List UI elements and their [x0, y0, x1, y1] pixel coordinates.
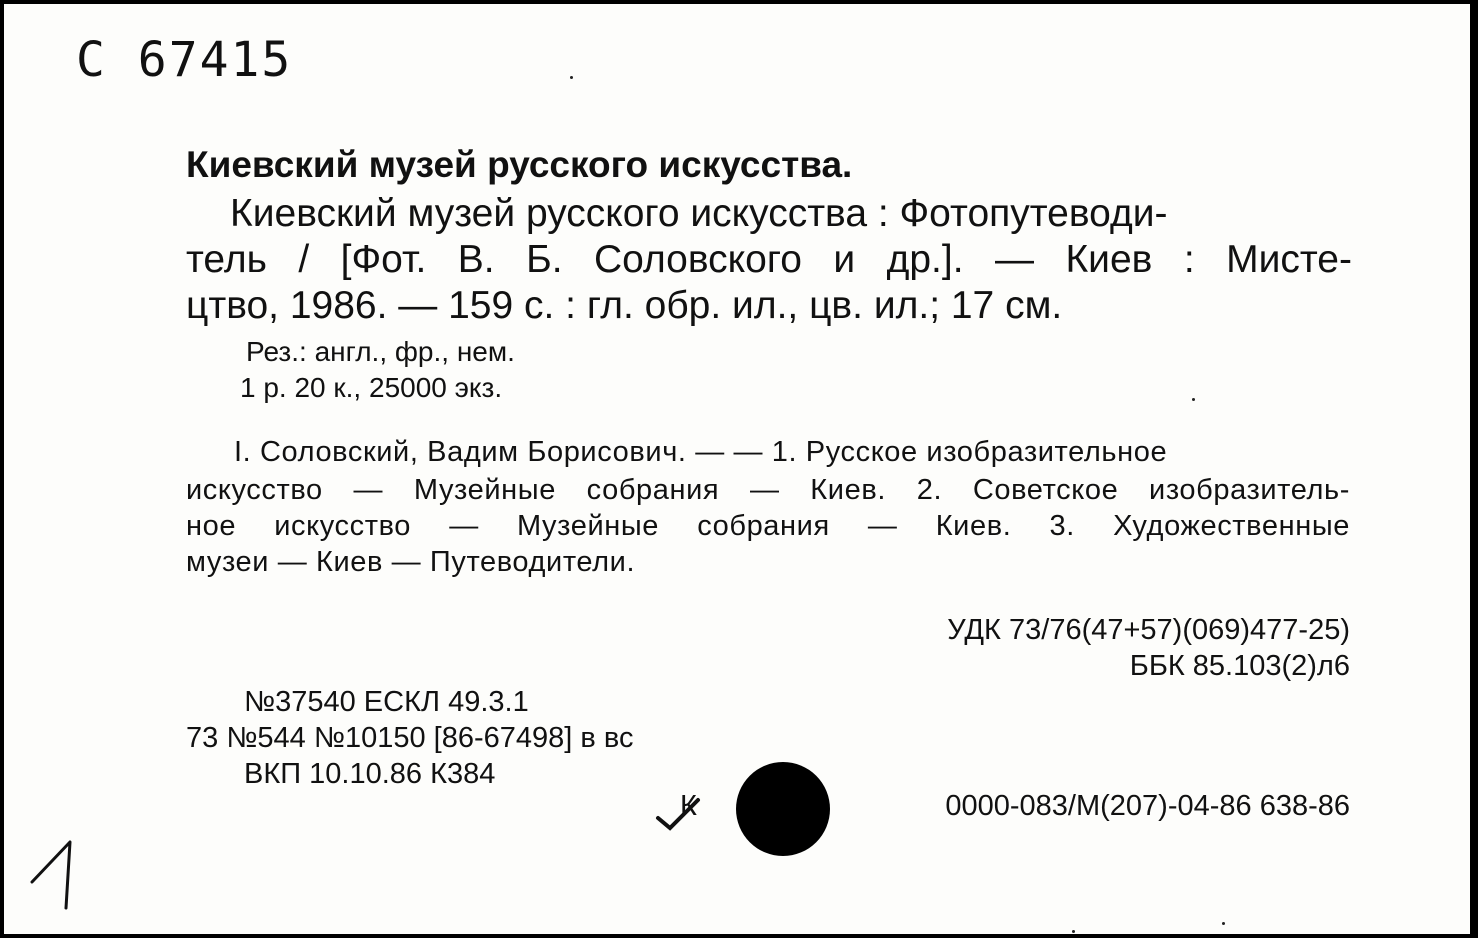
registry-line-3: ВКП 10.10.86 К384: [244, 758, 496, 790]
title-line-3: цтво, 1986. — 159 с. : гл. обр. ил., цв. ил.; 17 см.: [186, 284, 1063, 327]
speck: [1192, 398, 1195, 401]
subject-line-4: музеи — Киев — Путеводители.: [186, 546, 636, 578]
subject-line-2: искусство — Музейные собрания — Киев. 2. Советское изобразитель-: [186, 474, 1350, 506]
handwritten-number: [26, 836, 86, 916]
bbk-code: ББК 85.103(2)л6: [1129, 650, 1350, 682]
note-summary: Рез.: англ., фр., нем.: [246, 336, 515, 367]
catalog-card: [4, 4, 1470, 934]
subject-line-3: ное искусство — Музейные собрания — Киев. 3. Художественные: [186, 510, 1350, 542]
check-mark-icon: [654, 794, 704, 834]
title-line-2: тель / [Фот. В. Б. Соловского и др.]. — Киев : Мисте-: [186, 238, 1352, 281]
heading: Киевский музей русского искусства.: [186, 144, 853, 185]
note-price: 1 р. 20 к., 25000 экз.: [240, 372, 503, 403]
title-line-1: Киевский музей русского искусства : Фотопутеводи-: [230, 192, 1168, 235]
speck: [1072, 930, 1075, 933]
punch-hole: [736, 762, 830, 856]
udk-code: УДК 73/76(47+57)(069)477-25): [947, 614, 1350, 646]
subject-line-1: I. Соловский, Вадим Борисович. — — 1. Русское изобразительное: [234, 436, 1168, 468]
speck: [570, 76, 573, 79]
call-number: С 67415: [76, 32, 293, 88]
registry-line-2: 73 №544 №10150 [86-67498] в вс: [186, 722, 634, 754]
k-mark: К: [680, 790, 697, 822]
speck: [1222, 922, 1225, 925]
index-code: 0000-083/М(207)-04-86 638-86: [945, 790, 1350, 822]
registry-line-1: №37540 ЕСКЛ 49.3.1: [244, 686, 529, 718]
